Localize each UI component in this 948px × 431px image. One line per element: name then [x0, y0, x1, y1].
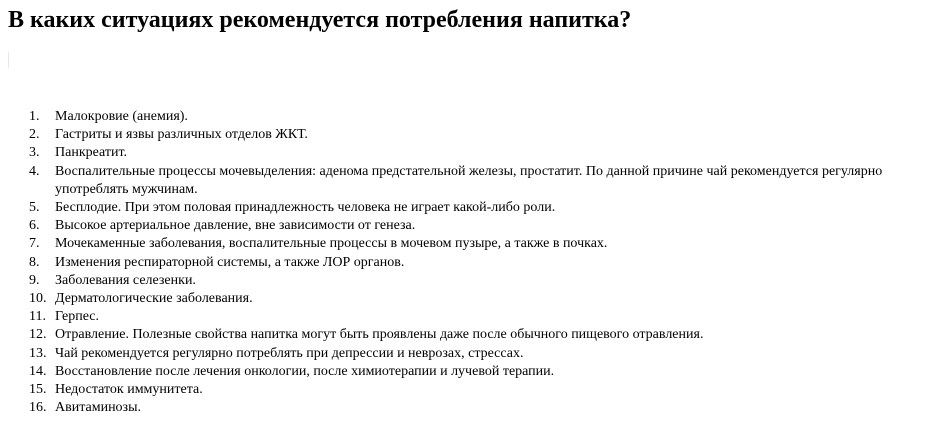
- list-item: [0, 217, 940, 235]
- list-item: [0, 345, 940, 363]
- list-item-number: 12.: [29, 327, 47, 343]
- list-item: [0, 308, 940, 326]
- list-item: [0, 363, 940, 381]
- list-item: [0, 381, 940, 399]
- list-item: [0, 254, 940, 272]
- list-item-number: 8.: [29, 254, 40, 270]
- list-item: [0, 144, 940, 162]
- list-item-number: 16.: [29, 400, 47, 416]
- indications-list: [0, 108, 940, 417]
- list-item-text: Воспалительные процессы мочевыделения: аденома предстательной железы, простатит. По данной причине чай рекомендуется регулярно употреблять мужчинам.: [55, 163, 883, 197]
- list-item: [0, 290, 940, 308]
- list-item-number: 13.: [29, 345, 47, 361]
- list-item-text: Высокое артериальное давление, вне зависимости от генеза.: [55, 218, 416, 234]
- list-item: [0, 272, 940, 290]
- list-item-number: 1.: [29, 109, 40, 124]
- list-item-number: 9.: [29, 272, 40, 288]
- page-title: В каких ситуациях рекомендуется потребления напитка?: [8, 7, 632, 33]
- list-item-text: Заболевания селезенки.: [55, 272, 196, 288]
- list-item-text: Отравление. Полезные свойства напитка могут быть проявлены даже после обычного пищевого отравления.: [55, 327, 704, 343]
- list-item: [0, 163, 940, 199]
- list-item: [0, 399, 940, 417]
- list-item-text: Дерматологические заболевания.: [55, 291, 253, 307]
- list-item-number: 5.: [29, 200, 40, 216]
- list-item-text: Бесплодие. При этом половая принадлежность человека не играет какой-либо роли.: [55, 200, 556, 216]
- list-item-number: 3.: [29, 145, 40, 161]
- list-item-text: Панкреатит.: [55, 145, 128, 161]
- list-item-number: 6.: [29, 218, 40, 234]
- list-item-text: Герпес.: [55, 309, 100, 325]
- list-item: [0, 199, 940, 217]
- list-item: [0, 108, 940, 126]
- list-item-text: Гастриты и язвы различных отделов ЖКТ.: [55, 127, 308, 143]
- text-caret: [8, 52, 9, 68]
- list-item-text: Чай рекомендуется регулярно потреблять при депрессии и неврозах, стрессах.: [55, 345, 524, 361]
- list-item: [0, 126, 940, 144]
- list-item-number: 4.: [29, 163, 40, 179]
- list-item-text: Малокровие (анемия).: [55, 109, 188, 124]
- list-item-text: Восстановление после лечения онкологии, после химиотерапии и лучевой терапии.: [55, 363, 555, 379]
- list-item-number: 10.: [29, 291, 47, 307]
- list-item-text: Мочекаменные заболевания, воспалительные процессы в мочевом пузыре, а также в почках.: [55, 236, 608, 252]
- list-item-number: 11.: [29, 309, 46, 325]
- list-item-number: 2.: [29, 127, 40, 143]
- list-item-number: 7.: [29, 236, 40, 252]
- list-item-text: Изменения респираторной системы, а также ЛОР органов.: [55, 254, 405, 270]
- list-item-number: 15.: [29, 382, 47, 398]
- list-item-number: 14.: [29, 363, 47, 379]
- list-item: [0, 235, 940, 253]
- list-item-text: Авитаминозы.: [55, 400, 141, 416]
- list-item: [0, 326, 940, 344]
- list-item-text: Недостаток иммунитета.: [55, 382, 203, 398]
